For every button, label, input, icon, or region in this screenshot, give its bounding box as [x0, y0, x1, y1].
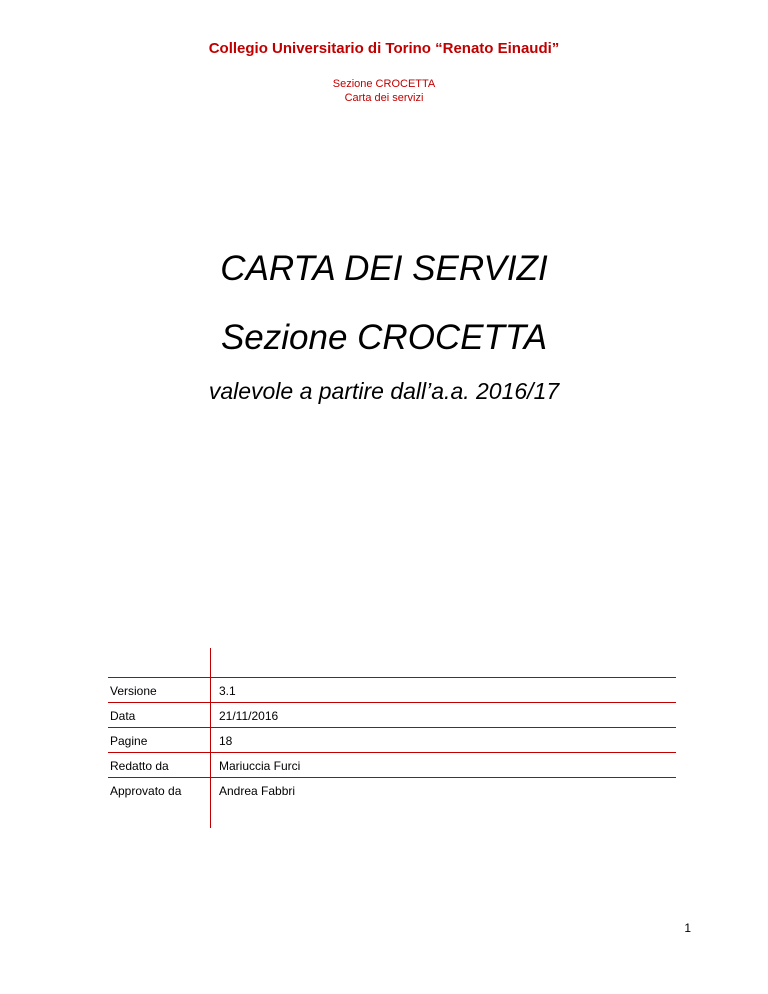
table-row	[108, 778, 676, 802]
document-title: CARTA DEI SERVIZI	[220, 249, 548, 288]
table-row	[108, 678, 676, 703]
document-section-title: Sezione CROCETTA	[220, 318, 548, 357]
header-section: Sezione CROCETTA	[332, 78, 436, 90]
table-value: Mariuccia Furci	[219, 759, 301, 773]
table-key: Pagine	[110, 734, 148, 748]
table-value: 3.1	[219, 684, 236, 698]
table-key: Versione	[110, 684, 157, 698]
table-value: 18	[219, 734, 233, 748]
page-number: 1	[684, 921, 691, 935]
institution-title: Collegio Universitario di Torino “Renato Einaudi”	[208, 40, 560, 57]
table-value: Andrea Fabbri	[219, 784, 296, 798]
table-value: 21/11/2016	[219, 709, 279, 723]
table-key: Redatto da	[110, 759, 169, 773]
table-row	[108, 703, 676, 728]
table-key: Data	[110, 709, 136, 723]
table-row	[108, 753, 676, 778]
table-key: Approvato da	[110, 784, 182, 798]
table-row	[108, 653, 676, 678]
header-doc-type: Carta dei servizi	[344, 92, 424, 104]
document-validity: valevole a partire dall’a.a. 2016/17	[208, 378, 560, 404]
table-row	[108, 728, 676, 753]
